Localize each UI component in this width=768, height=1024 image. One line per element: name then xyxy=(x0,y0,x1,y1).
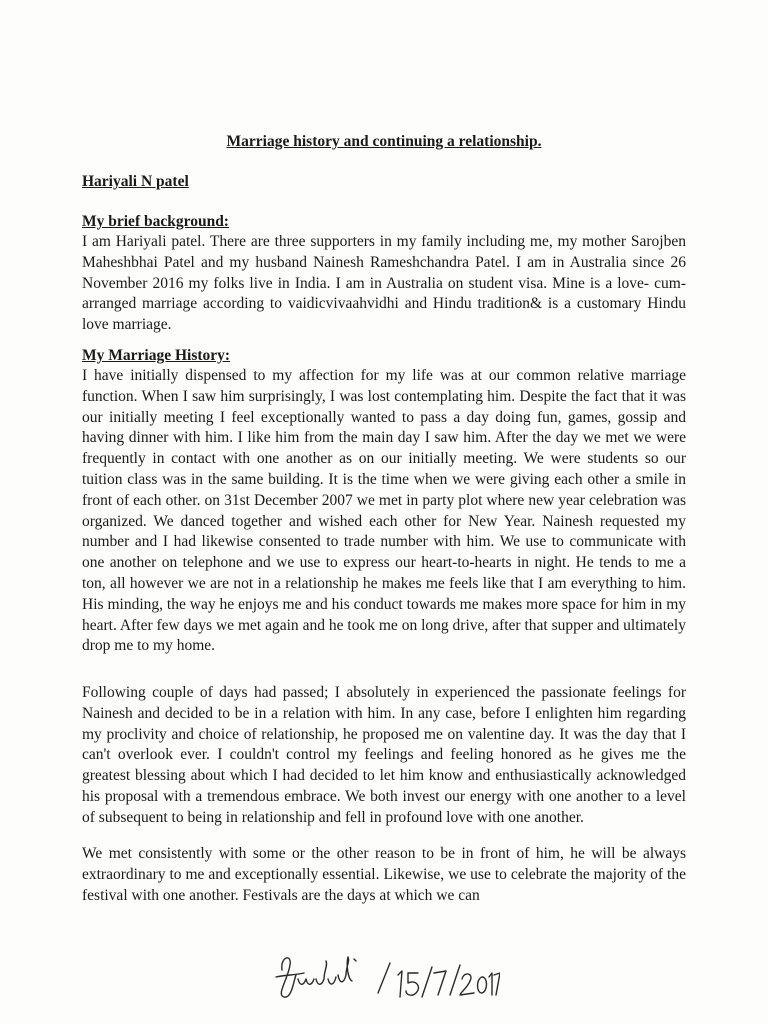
document-title: Marriage history and continuing a relationship. xyxy=(226,133,542,150)
section-brief-background xyxy=(82,211,686,336)
section-paragraph: I have initially dispensed to my affection for my life was at our common relative marriage function. When I saw him surprisingly, I was lost contemplating him. Despite the fact that it was our initially meeting I feel exceptionally wanted to pass a day doing fun, games, gossip and having dinner with him. I like him from the main day I saw him. After the day we met we were frequently in contact with one another as on our initially meeting. We were students so our tuition class was in the same building. It is the time when we were giving each other a smile in front of each other. on 31st December 2007 we met in party plot where new year celebration was organized. We danced together and wished each other for New Year. Nainesh requested my number and I had likewise consented to trade number with him. We use to communicate with one another on telephone and we use to express our heart-to-hearts in night. He tends to me a ton, all however we are not in a relationship he makes me feels like that I am everything to him. His minding, the way he enjoys me and his conduct towards me makes more space for him in my heart. After few days we met again and he took me on long drive, after that supper and ultimately drop me to my home. xyxy=(82,367,686,655)
section-marriage-history xyxy=(82,345,686,657)
handwritten-signature xyxy=(270,935,500,1015)
paragraph-festivals xyxy=(82,844,686,906)
section-heading: My Marriage History: xyxy=(82,347,231,364)
author-name: Hariyali N patel xyxy=(82,173,189,190)
section-paragraph: I am Hariyali patel. There are three supporters in my family including me, my mother Sarojben Maheshbhai Patel and my husband Nainesh Rameshchandra Patel. I am in Australia since 26 November 2016 my folks live in India. I am in Australia on student visa. Mine is a love- cum- arranged marriage according to vaidicvivaahvidhi and Hindu tradition& is a customary Hindu love marriage. xyxy=(82,233,686,334)
paragraph-proposal xyxy=(82,683,686,829)
section-paragraph: We met consistently with some or the other reason to be in front of him, he will be always extraordinary to me and exceptionally essential. Likewise, we use to celebrate the majority of the festival with one another. Festivals are the days at which we can xyxy=(82,845,686,904)
section-paragraph: Following couple of days had passed; I absolutely in experienced the passionate feelings for Nainesh and decided to be in a relation with him. In any case, before I enlighten him regarding my proclivity and choice of relationship, he proposed me on valentine day. It was the day that I can't overlook ever. I couldn't control my feelings and feeling honored as he gives me the greatest blessing about which I had decided to let him know and enthusiastically acknowledged his proposal with a tremendous embrace. We both invest our energy with one another to a level of subsequent to being in relationship and fell in profound love with one another. xyxy=(82,684,686,826)
section-heading: My brief background: xyxy=(82,213,229,230)
